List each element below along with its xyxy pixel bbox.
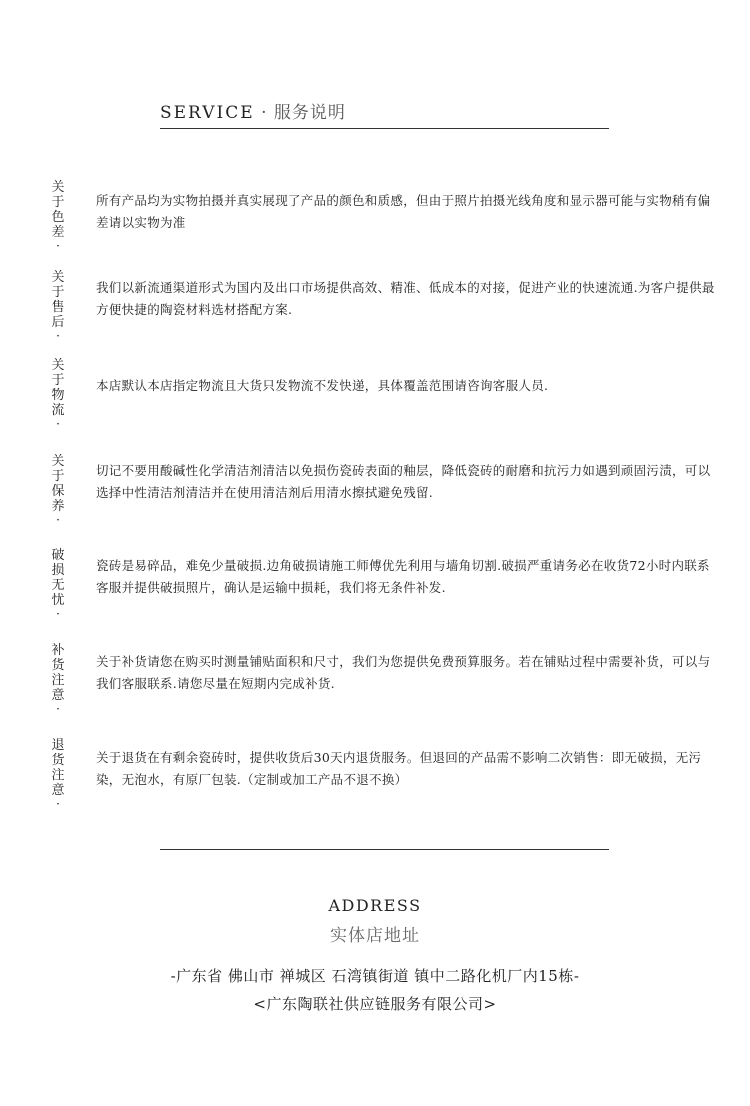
section-label-text: 关于保养 bbox=[51, 454, 65, 514]
section-label bbox=[50, 738, 66, 810]
section-label bbox=[50, 358, 66, 430]
label-dot: · bbox=[56, 513, 60, 527]
section-label-text: 关于色差 bbox=[51, 180, 65, 240]
address-line: -广东省 佛山市 禅城区 石湾镇街道 镇中二路化机厂内15栋- bbox=[170, 967, 580, 985]
section-label-text: 关于售后 bbox=[51, 270, 65, 330]
section-text: 关于退货在有剩余瓷砖时，提供收货后30天内退货服务。但退回的产品需不影响二次销售：即无破损，无污染，无泡水，有原厂包装.（定制或加工产品不退不换） bbox=[96, 750, 702, 787]
label-dot: · bbox=[56, 239, 60, 253]
divider bbox=[160, 849, 609, 850]
section-label bbox=[50, 454, 66, 526]
address-subtitle: 实体店地址 bbox=[330, 926, 420, 946]
title-separator: · bbox=[254, 103, 274, 123]
section-label-text: 破损无忧 bbox=[51, 548, 65, 608]
section-text: 本店默认本店指定物流且大货只发物流不发快递，具体覆盖范围请咨询客服人员. bbox=[96, 378, 549, 393]
section-label bbox=[50, 270, 66, 342]
label-dot: · bbox=[56, 607, 60, 621]
service-title-cn: 服务说明 bbox=[273, 103, 346, 123]
section-text: 关于补货请您在购买时测量铺贴面积和尺寸，我们为您提供免费预算服务。若在铺贴过程中需要补货，可以与我们客服联系.请您尽量在短期内完成补货. bbox=[96, 654, 711, 691]
section-text: 切记不要用酸碱性化学清洁剂清洁以免损伤瓷砖表面的釉层，降低瓷砖的耐磨和抗污力如遇到顽固污渍，可以选择中性清洁剂清洁并在使用清洁剂后用清水擦拭避免残留. bbox=[96, 463, 711, 500]
section-text: 我们以新流通渠道形式为国内及出口市场提供高效、精准、低成本的对接，促进产业的快速流通.为客户提供最方便快捷的陶瓷材料选材搭配方案. bbox=[96, 280, 715, 317]
section-text: 瓷砖是易碎品，难免少量破损.边角破损请施工师傅优先利用与墙角切割.破损严重请务必在收货72小时内联系客服并提供破损照片，确认是运输中损耗，我们将无条件补发. bbox=[96, 558, 710, 595]
section-label bbox=[50, 180, 66, 252]
section-label-text: 退货注意 bbox=[51, 738, 65, 798]
section-text: 所有产品均为实物拍摄并真实展现了产品的颜色和质感，但由于照片拍摄光线角度和显示器可能与实物稍有偏差请以实物为准 bbox=[96, 193, 711, 230]
label-dot: · bbox=[56, 329, 60, 343]
section-label bbox=[50, 548, 66, 620]
company-name: <广东陶联社供应链服务有限公司> bbox=[253, 995, 497, 1013]
service-title bbox=[160, 103, 346, 123]
label-dot: · bbox=[56, 797, 60, 811]
address-title: ADDRESS bbox=[328, 896, 422, 915]
service-title-en: SERVICE bbox=[160, 103, 255, 123]
label-dot: · bbox=[56, 702, 60, 716]
section-label-text: 关于物流 bbox=[51, 358, 65, 418]
section-label-text: 补货注意 bbox=[51, 643, 65, 703]
section-label bbox=[50, 643, 66, 715]
service-header bbox=[160, 98, 609, 129]
label-dot: · bbox=[56, 417, 60, 431]
